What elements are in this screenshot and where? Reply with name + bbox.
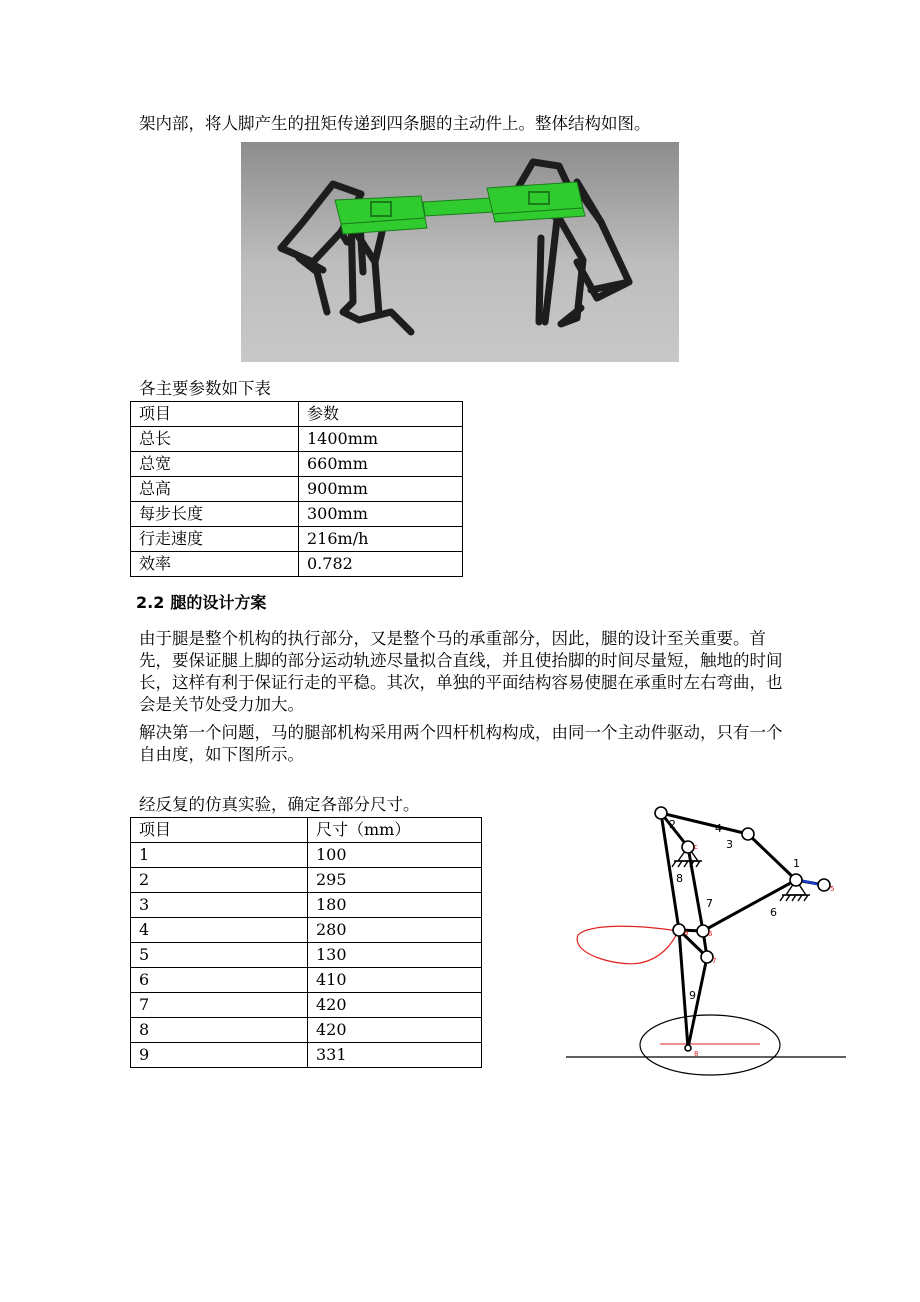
link-label: 8 (676, 872, 683, 885)
table-cell: 8 (131, 1018, 308, 1043)
table-cell: 总宽 (131, 452, 299, 477)
table-cell: 900mm (299, 477, 463, 502)
table-cell: 420 (308, 993, 482, 1018)
table-row (131, 968, 482, 993)
table-header: 项目 (131, 818, 308, 843)
table-cell: 300mm (299, 502, 463, 527)
table-header: 尺寸（mm） (308, 818, 482, 843)
table-row (131, 427, 463, 452)
table-cell: 1 (131, 843, 308, 868)
table-cell: 总长 (131, 427, 299, 452)
table-cell: 331 (308, 1043, 482, 1068)
table-cell: 行走速度 (131, 527, 299, 552)
table-cell: 每步长度 (131, 502, 299, 527)
table-cell: 280 (308, 918, 482, 943)
joint-label: 8 (694, 1050, 699, 1058)
dimension-table (130, 817, 482, 1068)
link-label: 3 (726, 838, 733, 851)
table-cell: 5 (131, 943, 308, 968)
table2-caption: 经反复的仿真实验，确定各部分尺寸。 (139, 795, 420, 814)
joint-label: c (694, 843, 698, 851)
table-header: 项目 (131, 402, 299, 427)
table-row (131, 1018, 482, 1043)
table-row (131, 552, 463, 577)
table-cell: 2 (131, 868, 308, 893)
link-label: 6 (770, 906, 777, 919)
table-row (131, 477, 463, 502)
joint-trajectory (577, 926, 678, 964)
table-cell: 4 (131, 918, 308, 943)
table-row (131, 993, 482, 1018)
link-label: 1 (793, 857, 800, 870)
table1-caption: 各主要参数如下表 (139, 379, 271, 398)
table-cell: 1400mm (299, 427, 463, 452)
paragraph-1: 由于腿是整个机构的执行部分，又是整个马的承重部分，因此，腿的设计至关重要。首先，要保证腿上脚的部分运动轨迹尽量拟合直线，并且使抬脚的时间尽量短，触地的时间长，这样有利于保证行走的平稳。其次，单独的平面结构容易使腿在承重时左右弯曲，也会是关节处受力加大。 (139, 629, 783, 714)
link-label: 2 (669, 818, 676, 831)
table-cell: 7 (131, 993, 308, 1018)
table-row (131, 502, 463, 527)
table-cell: 9 (131, 1043, 308, 1068)
leg-linkage-diagram (560, 795, 850, 1080)
table-cell: 6 (131, 968, 308, 993)
table-cell: 0.782 (299, 552, 463, 577)
table-row (131, 1043, 482, 1068)
table-row (131, 893, 482, 918)
table-cell: 420 (308, 1018, 482, 1043)
table-cell: 3 (131, 893, 308, 918)
walking-frame-render (241, 142, 679, 362)
paragraph-2: 解决第一个问题，马的腿部机构采用两个四杆机构构成，由同一个主动件驱动，只有一个自由度，如下图所示。 (139, 723, 783, 764)
table-cell: 410 (308, 968, 482, 993)
joint-label: a (684, 929, 689, 937)
table-row (131, 868, 482, 893)
table-row (131, 943, 482, 968)
table-cell: 100 (308, 843, 482, 868)
table-row (131, 527, 463, 552)
joint-label: 6 (708, 930, 713, 938)
section-number: 2.2 (136, 593, 165, 612)
table-cell: 660mm (299, 452, 463, 477)
link-label: 7 (706, 897, 713, 910)
table-header-row (131, 818, 482, 843)
parameter-table (130, 401, 463, 577)
joint-label: 5 (830, 885, 835, 893)
link-label: 9 (689, 989, 696, 1002)
table-cell: 180 (308, 893, 482, 918)
table-cell: 295 (308, 868, 482, 893)
table-cell: 总高 (131, 477, 299, 502)
joint-label: 7 (712, 957, 717, 965)
table-cell: 216m/h (299, 527, 463, 552)
table-row (131, 843, 482, 868)
table-cell: 130 (308, 943, 482, 968)
link-label: 4 (715, 822, 722, 835)
table-header-row (131, 402, 463, 427)
table-header: 参数 (299, 402, 463, 427)
section-heading (136, 590, 266, 613)
foot-trajectory (640, 1015, 780, 1075)
table-row (131, 918, 482, 943)
section-title: 腿的设计方案 (170, 593, 267, 612)
table-cell: 效率 (131, 552, 299, 577)
intro-line: 架内部，将人脚产生的扭矩传递到四条腿的主动件上。整体结构如图。 (139, 114, 651, 133)
table-row (131, 452, 463, 477)
